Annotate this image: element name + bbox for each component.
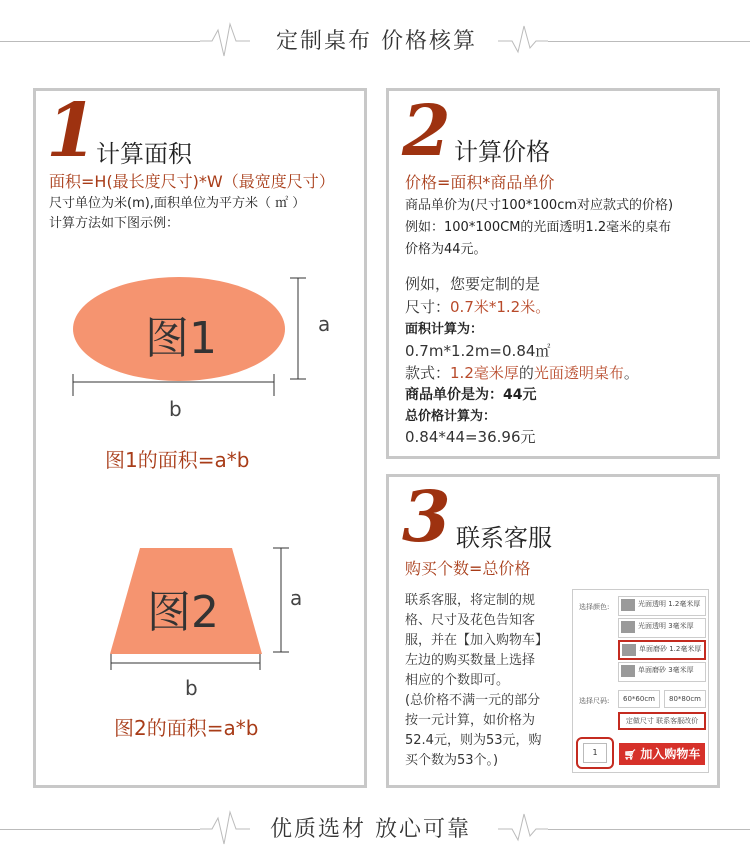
area-calc-label: 面积计算为： xyxy=(405,322,484,337)
step-number-2: 2 xyxy=(402,89,451,172)
size-option-custom[interactable]: 定做尺寸 联系客服改价 xyxy=(618,712,706,730)
unit-price-line: 商品单价是为：44元 xyxy=(405,387,537,403)
contact-body-5: 相应的个数即可。 xyxy=(405,673,510,688)
header-rule-right xyxy=(548,41,750,42)
area-title: 计算面积 xyxy=(96,140,192,168)
size-option-1[interactable]: 60*60cm xyxy=(618,690,660,708)
header-title: 定制桌布 价格核算 xyxy=(276,29,477,54)
footer-rule-left xyxy=(0,829,200,830)
example-intro: 例如，您要定制的是 xyxy=(405,275,541,293)
footer-pulse-left xyxy=(200,810,250,850)
contact-body-8: 52.4元，则为53元，购 xyxy=(405,733,542,748)
step-number-1: 1 xyxy=(46,88,98,174)
header-pulse-right xyxy=(498,22,548,62)
style-connector: 的 xyxy=(518,364,534,382)
area-unit-note: 尺寸单位为米(m),面积单位为平方米（ ㎡ ） xyxy=(49,196,306,211)
figure-1-caption: 图1的面积=a*b xyxy=(105,448,250,472)
footer-pulse-right xyxy=(498,810,548,850)
swatch-icon xyxy=(621,621,635,633)
price-line-3: 价格为44元。 xyxy=(405,242,487,257)
total-label: 总价格计算为： xyxy=(405,409,497,424)
size-option-2[interactable]: 80*80cm xyxy=(664,690,706,708)
contact-body-1: 联系客服，将定制的规 xyxy=(405,593,536,608)
color-option-2[interactable]: 光面透明 3毫米厚 xyxy=(618,618,706,638)
price-line-1: 商品单价为(尺寸100*100cm对应款式的价格) xyxy=(405,198,674,213)
color-option-3[interactable]: 单面磨砂 1.2毫米厚 xyxy=(618,640,706,660)
figure-1-side-a: a xyxy=(318,312,331,336)
product-options-widget xyxy=(572,589,709,773)
add-to-cart-button[interactable]: 🛒︎ 加入购物车 xyxy=(619,743,705,765)
style-label: 款式： xyxy=(405,364,451,382)
contact-body-9: 买个数为53个。) xyxy=(405,753,499,768)
price-title: 计算价格 xyxy=(454,138,550,166)
contact-body-3: 服，并在【加入购物车】 xyxy=(405,633,549,648)
price-line-2: 例如：100*100CM的光面透明1.2毫米的桌布 xyxy=(405,220,672,235)
contact-formula: 购买个数=总价格 xyxy=(405,559,531,578)
cart-icon: 🛒︎ xyxy=(623,750,637,761)
swatch-icon xyxy=(621,599,635,611)
contact-body-4: 左边的购买数量上选择 xyxy=(405,653,536,668)
swatch-icon xyxy=(622,644,636,656)
area-calc-value: 0.7m*1.2m=0.84㎡ xyxy=(405,342,551,360)
style-thickness: 1.2毫米厚 xyxy=(450,364,519,382)
area-method-note: 计算方法如下图示例： xyxy=(49,216,180,231)
contact-title: 联系客服 xyxy=(456,524,552,552)
step-number-3: 3 xyxy=(402,475,451,558)
figure-2-side-a: a xyxy=(290,586,303,610)
figure-2-side-b: b xyxy=(185,676,198,700)
color-select-label: 选择颜色: xyxy=(579,603,610,611)
style-end: 。 xyxy=(623,364,639,382)
style-line xyxy=(405,362,639,385)
size-line xyxy=(405,296,550,319)
total-value: 0.84*44=36.96元 xyxy=(405,428,536,446)
contact-body-7: 按一元计算，如价格为 xyxy=(405,713,536,728)
quantity-stepper[interactable]: 1 xyxy=(583,743,607,763)
contact-body-2: 格、尺寸及花色告知客 xyxy=(405,613,536,628)
price-formula: 价格=面积*商品单价 xyxy=(405,173,555,192)
color-option-1[interactable]: 光面透明 1.2毫米厚 xyxy=(618,596,706,616)
header-rule-left xyxy=(0,41,200,42)
color-option-4[interactable]: 单面磨砂 3毫米厚 xyxy=(618,662,706,682)
swatch-icon xyxy=(621,665,635,677)
size-select-label: 选择尺码: xyxy=(579,697,610,705)
figure-1-side-b: b xyxy=(169,397,182,421)
area-panel xyxy=(33,88,367,788)
contact-body-6: (总价格不满一元的部分 xyxy=(405,693,541,708)
figure-1-label: 图1 xyxy=(145,313,217,364)
size-label: 尺寸： xyxy=(405,298,451,316)
footer-title: 优质选材 放心可靠 xyxy=(270,817,471,842)
size-value: 0.7米*1.2米。 xyxy=(450,298,551,316)
footer-rule-right xyxy=(548,829,750,830)
style-type: 光面透明桌布 xyxy=(533,364,624,382)
header-pulse-left xyxy=(200,22,250,62)
area-formula: 面积=H(最长度尺寸)*W（最宽度尺寸） xyxy=(49,172,335,191)
figure-2-caption: 图2的面积=a*b xyxy=(114,716,259,740)
figure-2-label: 图2 xyxy=(147,587,219,638)
